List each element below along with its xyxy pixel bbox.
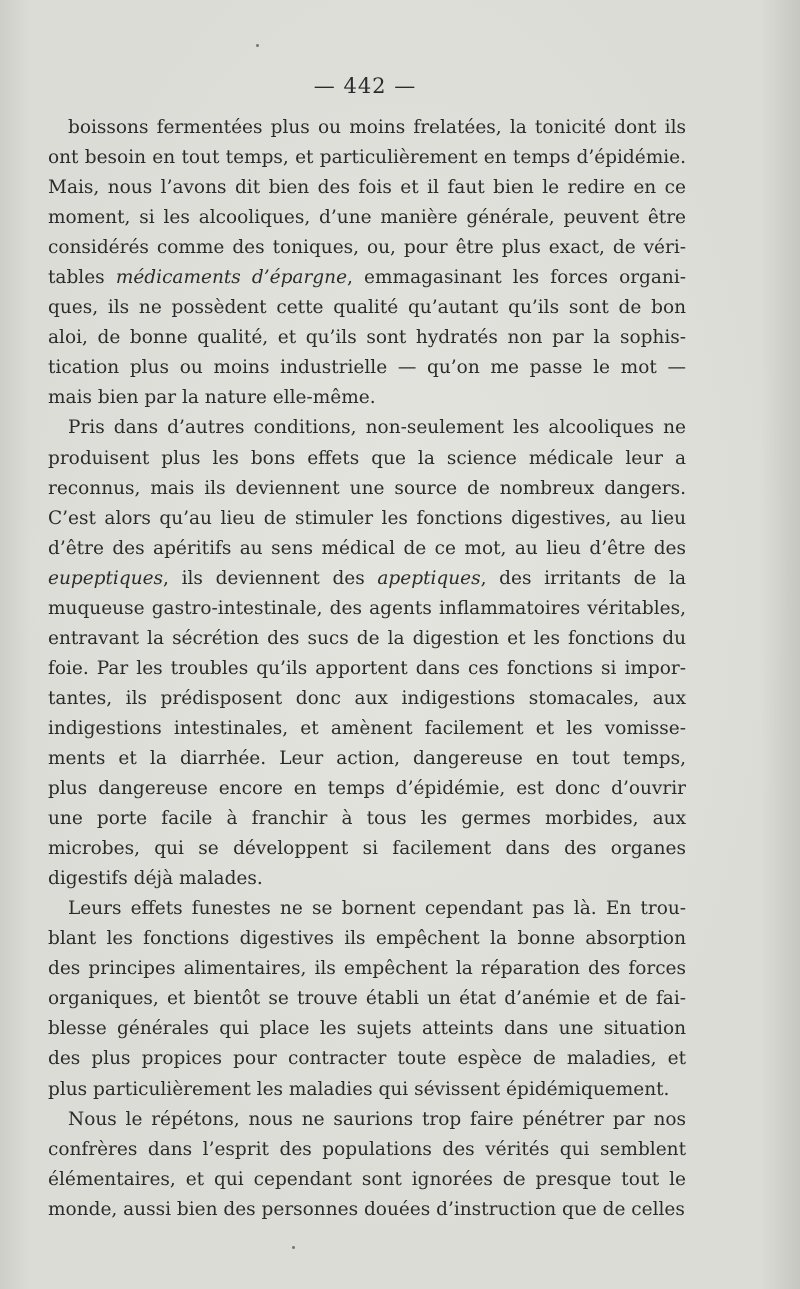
- text-run: blesse générales qui place les sujets atteints dans une situation: [48, 1018, 686, 1040]
- page-number: — 442 —: [313, 74, 417, 98]
- text-run: des plus propices pour contracter toute espèce de maladies, et: [48, 1048, 686, 1070]
- text-run: Leurs effets funestes ne se bornent cependant pas là. En trou-: [68, 898, 686, 920]
- print-speck: [292, 1246, 295, 1249]
- text-run: élémentaires, et qui cependant sont ignorées de presque tout le: [48, 1168, 686, 1190]
- text-line: [48, 594, 686, 624]
- text-line: [48, 1044, 686, 1074]
- text-run: aloi, de bonne qualité, et qu’ils sont hydratés non par la sophis-: [48, 327, 686, 349]
- text-line: [48, 263, 686, 293]
- text-run: Pris dans d’autres conditions, non-seulement les alcooliques ne: [68, 417, 686, 439]
- text-line: [48, 323, 686, 353]
- text-line: [48, 1014, 686, 1044]
- text-run: ments et la diarrhée. Leur action, dangereuse en tout temps,: [48, 747, 686, 769]
- text-line: [48, 1135, 686, 1165]
- text-line: [48, 353, 686, 383]
- text-run: C’est alors qu’au lieu de stimuler les fonctions digestives, au lieu: [48, 507, 686, 529]
- italic-term: eupeptiques: [48, 567, 164, 589]
- text-line: [48, 684, 686, 714]
- text-line: [48, 113, 686, 143]
- text-run: microbes, qui se développent si facilement dans des organes: [48, 838, 686, 860]
- text-run: des principes alimentaires, ils empêchent la réparation des forces: [48, 958, 686, 980]
- text-run: Nous le répétons, nous ne saurions trop faire pénétrer par nos: [68, 1108, 686, 1130]
- italic-term: médicaments d’épargne: [115, 267, 348, 289]
- paragraph: [48, 413, 686, 894]
- paragraph: [48, 1105, 686, 1225]
- text-line: [48, 1195, 686, 1225]
- text-line: [48, 173, 686, 203]
- text-run: , des irritants de la: [480, 567, 686, 589]
- text-run: produisent plus les bons effets que la science médicale leur a: [48, 447, 686, 469]
- text-run: digestifs déjà malades.: [48, 868, 263, 890]
- text-line: [48, 203, 686, 233]
- text-line: [48, 293, 686, 323]
- text-run: confrères dans l’esprit des populations des vérités qui semblent: [48, 1138, 686, 1160]
- text-line: [48, 383, 686, 413]
- text-line: [48, 654, 686, 684]
- page-body-text: [48, 113, 686, 1225]
- text-line: [48, 834, 686, 864]
- text-run: ont besoin en tout temps, et particulièrement en temps d’épidémie.: [48, 147, 686, 169]
- text-line: [48, 474, 686, 504]
- text-run: blant les fonctions digestives ils empêchent la bonne absorption: [48, 928, 686, 950]
- text-line: [48, 954, 686, 984]
- text-line: [48, 1105, 686, 1135]
- text-line: [48, 1075, 686, 1105]
- text-run: indigestions intestinales, et amènent facilement et les vomisse-: [48, 717, 686, 739]
- text-line: [48, 864, 686, 894]
- text-run: plus dangereuse encore en temps d’épidémie, est donc d’ouvrir: [48, 778, 686, 800]
- text-line: [48, 143, 686, 173]
- print-speck: [256, 44, 259, 47]
- text-run: boissons fermentées plus ou moins frelatées, la tonicité dont ils: [68, 117, 686, 138]
- text-line: [48, 504, 686, 534]
- text-run: ques, ils ne possèdent cette qualité qu’autant qu’ils sont de bon: [48, 297, 686, 319]
- text-line: [48, 233, 686, 263]
- text-run: tantes, ils prédisposent donc aux indigestions stomacales, aux: [48, 687, 686, 709]
- text-line: [48, 744, 686, 774]
- text-line: [48, 924, 686, 954]
- text-run: moment, si les alcooliques, d’une manière générale, peuvent être: [48, 207, 686, 229]
- text-line: [48, 413, 686, 443]
- text-line: [48, 714, 686, 744]
- text-run: tables: [48, 267, 116, 289]
- text-run: plus particulièrement les maladies qui sévissent épidémiquement.: [48, 1078, 670, 1100]
- text-run: reconnus, mais ils deviennent une source de nombreux dangers.: [48, 477, 686, 499]
- text-run: entravant la sécrétion des sucs de la digestion et les fonctions du: [48, 627, 686, 649]
- text-line: [48, 774, 686, 804]
- text-run: muqueuse gastro-intestinale, des agents inflammatoires véritables,: [48, 597, 686, 619]
- text-line: [48, 534, 686, 564]
- text-run: organiques, et bientôt se trouve établi un état d’anémie et de fai-: [48, 988, 686, 1010]
- text-line: [48, 984, 686, 1014]
- text-line: [48, 624, 686, 654]
- text-run: considérés comme des toniques, ou, pour être plus exact, de véri-: [48, 237, 686, 259]
- text-line: [48, 444, 686, 474]
- text-run: , ils deviennent des: [163, 567, 378, 589]
- text-run: tication plus ou moins industrielle — qu’on me passe le mot —: [48, 357, 686, 379]
- text-line: [48, 564, 686, 594]
- text-run: une porte facile à franchir à tous les germes morbides, aux: [48, 808, 686, 830]
- text-run: foie. Par les troubles qu’ils apportent dans ces fonctions si impor-: [48, 657, 686, 679]
- text-run: d’être des apéritifs au sens médical de ce mot, au lieu d’être des: [48, 537, 686, 559]
- text-line: [48, 894, 686, 924]
- text-line: [48, 1165, 686, 1195]
- paragraph: [48, 113, 686, 413]
- italic-term: apeptiques: [377, 567, 481, 589]
- paragraph: [48, 894, 686, 1104]
- text-run: Mais, nous l’avons dit bien des fois et il faut bien le redire en ce: [48, 177, 686, 199]
- text-line: [48, 804, 686, 834]
- text-run: mais bien par la nature elle-même.: [48, 387, 376, 409]
- text-run: , emmagasinant les forces organi-: [347, 267, 687, 289]
- text-run: monde, aussi bien des personnes douées d’instruction que de celles: [48, 1198, 685, 1220]
